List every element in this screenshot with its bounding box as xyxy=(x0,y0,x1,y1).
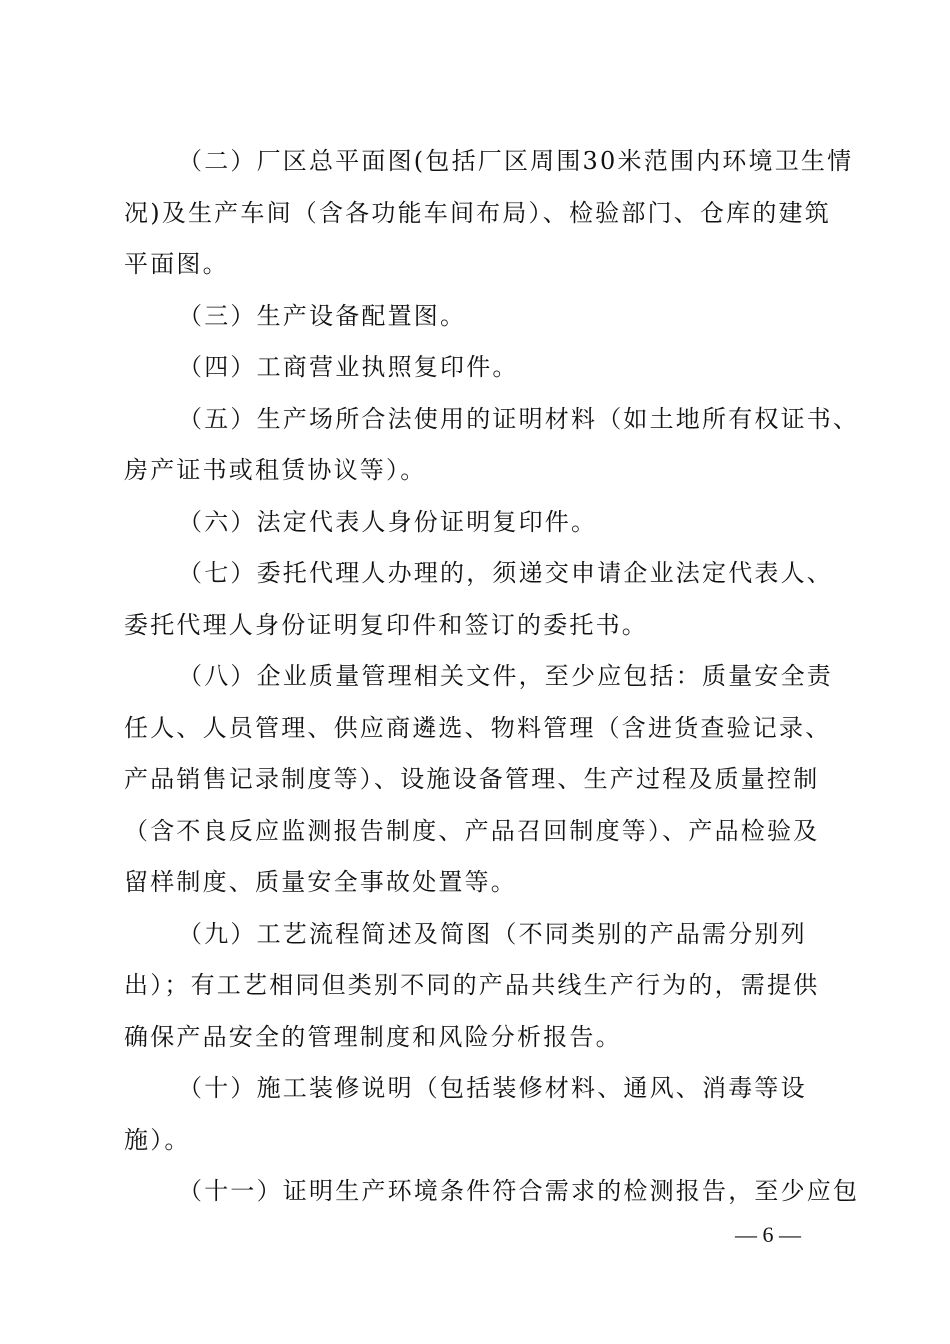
paragraph-line: 出）；有工艺相同但类别不同的产品共线生产行为的，需提供 xyxy=(124,971,820,999)
paragraph-line: （九）工艺流程简述及简图（不同类别的产品需分别列 xyxy=(178,919,807,948)
paragraph-line: （六）法定代表人身份证明复印件。 xyxy=(178,507,598,536)
paragraph-line: 委托代理人身份证明复印件和签订的委托书。 xyxy=(124,610,648,639)
paragraph-line: （十一）证明生产环境条件符合需求的检测报告，至少应包 xyxy=(178,1177,860,1205)
paragraph-line: 产品销售记录制度等）、设施设备管理、生产过程及质量控制 xyxy=(124,765,820,793)
paragraph-line: （八）企业质量管理相关文件，至少应包括：质量安全责 xyxy=(178,662,833,690)
paragraph-line: （含不良反应监测报告制度、产品召回制度等）、产品检验及 xyxy=(124,816,820,845)
paragraph-line: 留样制度、质量安全事故处置等。 xyxy=(124,868,517,896)
paragraph-line: 施）。 xyxy=(124,1125,191,1154)
paragraph-line: （二）厂区总平面图(包括厂区周围30米范围内环境卫生情 xyxy=(178,147,854,175)
paragraph-line: 房产证书或租赁协议等）。 xyxy=(124,456,427,484)
paragraph-line: 确保产品安全的管理制度和风险分析报告。 xyxy=(124,1022,622,1051)
paragraph-line: （三）生产设备配置图。 xyxy=(178,301,467,330)
paragraph-line: （五）生产场所合法使用的证明材料（如土地所有权证书、 xyxy=(178,404,860,433)
paragraph-line: （七）委托代理人办理的，须递交申请企业法定代表人、 xyxy=(178,559,833,587)
page-number: — 6 — xyxy=(735,1222,801,1247)
document-body xyxy=(124,136,860,1218)
paragraph-line: 任人、人员管理、供应商遴选、物料管理（含进货查验记录、 xyxy=(124,713,832,742)
paragraph-line: 况)及生产车间（含各功能车间布局）、检验部门、仓库的建筑 xyxy=(124,198,831,227)
paragraph-line: 平面图。 xyxy=(124,250,229,278)
paragraph-line: （四）工商营业执照复印件。 xyxy=(178,353,519,381)
paragraph-line: （十）施工装修说明（包括装修材料、通风、消毒等设 xyxy=(178,1074,807,1102)
